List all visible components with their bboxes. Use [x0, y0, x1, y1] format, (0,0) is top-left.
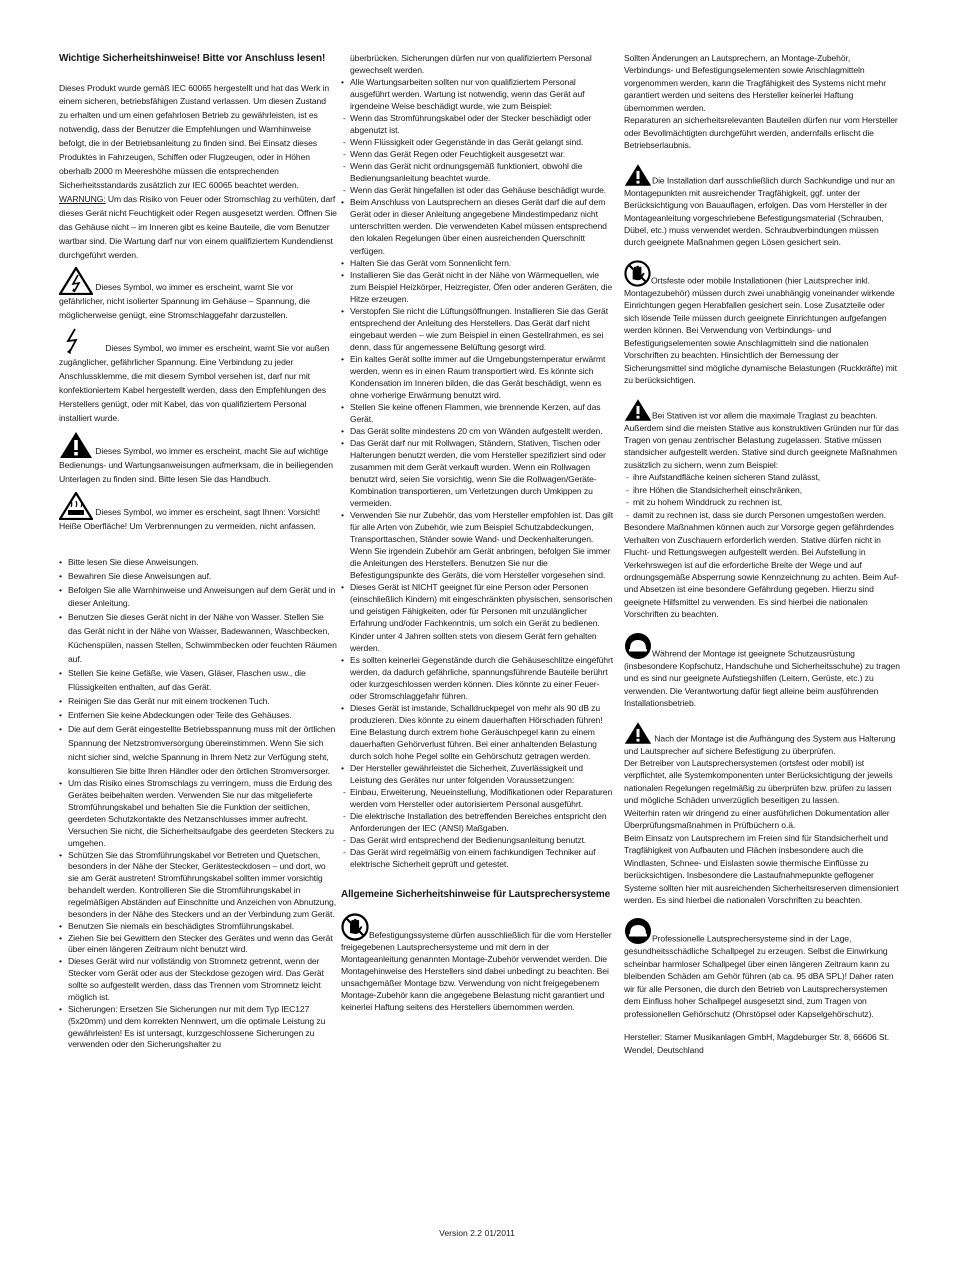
- paragraph-stands: [624, 398, 900, 472]
- manufacturer-info: Hersteller: Stamer Musikanlagen GmbH, Magdeburger Str. 8, 66606 St. Wendel, Deutschland: [624, 1032, 890, 1055]
- list-item: • Benutzen Sie dieses Gerät nicht in der Nähe von Wasser. Stellen Sie das Gerät nicht in der Nähe von Wasser, Badewannen, Waschbecken, Küchenspülen, nassen Stellen, Schwimmbecken oder feuchten Räumen auf.: [59, 611, 337, 667]
- paragraph-special-measures: Besondere Maßnahmen können auch zur Vorsorge gegen gefährdendes Verhalten von Zuschauern erforderlich werden. Stative dürfen nicht in Flucht- und Rettungswegen aufgestellt werden. Bei Aufstellung in Verkehrswegen ist auf die erforderliche Breite der Wege und auf ordnungsgemäße Absperrung sowie Kennzeichnung zu achten. Beim Auf- und Absetzen ist eine besondere Gefährdung gegeben. Hierzu sind geeignete Hilfsmittel zu verwenden. Es sind hierbei die nationalen Vorschriften zu beachten.: [624, 522, 899, 620]
- paragraph-installation: [624, 163, 900, 249]
- symbol-3-text: Dieses Symbol, wo immer es erscheint, macht Sie auf wichtige Bedienungs- und Wartungsanweisungen aufmerksam, die in beiliegenden Unterlagen zu finden sind. Bitte lesen Sie das Handbuch.: [59, 446, 333, 484]
- list-item: • Reinigen Sie das Gerät nur mit einem trockenen Tuch.: [59, 695, 337, 709]
- paragraph-after-mounting: [624, 721, 900, 757]
- exclamation-triangle-icon: [624, 398, 652, 422]
- stands-text: Bei Stativen ist vor allem die maximale Traglast zu beachten. Außerdem sind die meisten Stative aus konstruktiven Gründen nur für das Tragen von genau zentrischer Belastung zugelassen. Stative müssen standsicher aufgestellt werden. Stative sind durch geeignete Maßnahmen zusätzlich zu sichern, wenn zum Beispiel:: [624, 410, 899, 470]
- dash-item: - Das Gerät wird regelmäßig von einem fachkundigen Techniker auf elektrische Sicherheit geprüft und getestet.: [341, 846, 616, 870]
- list-item: • Entfernen Sie keine Abdeckungen oder Teile des Gehäuses.: [59, 709, 337, 723]
- paragraph-operator: Der Betreiber von Lautsprechersystemen (ortsfest oder mobil) ist verpflichtet, alle Systemkomponenten unter Berücksichtigung der jeweils nationalen Regelungen regelmäßig zu überprüfen bzw. prüfen zu lassen und mögliche Schäden unverzüglich beseitigen zu lassen.: [624, 758, 893, 806]
- lightning-triangle-icon: [59, 267, 93, 295]
- list-item: • Stellen Sie keine Gefäße, wie Vasen, Gläser, Flaschen usw., die Flüssigkeiten enthalten, auf das Gerät.: [59, 667, 337, 695]
- list-item: • Ziehen Sie bei Gewittern den Stecker des Gerätes und wenn das Gerät über einen längeren Zeitraum nicht benutzt wird.: [59, 933, 337, 957]
- dash-item: - ihre Höhen die Standsicherheit einschränken,: [624, 484, 900, 496]
- list-item: • Ein kaltes Gerät sollte immer auf die Umgebungstemperatur erwärmt werden, wenn es in einen Raum transportiert wird. Es könnte sich Kondensation im Inneren bilden, die das Gerät beschädigt, wenn es ohne vorherige Erwärmung benutzt wird.: [341, 353, 616, 401]
- list-item: • Benutzen Sie niemals ein beschädigtes Stromführungskabel.: [59, 921, 337, 933]
- dash-item: - Wenn das Gerät nicht ordnungsgemäß funktioniert, obwohl die Bedienungsanleitung beachtet wurde.: [341, 160, 616, 184]
- heading-speaker-systems: Allgemeine Sicherheitshinweise für Lautsprechersysteme: [341, 889, 611, 901]
- instruction-list-2: [59, 778, 337, 1051]
- safety-list: [341, 196, 616, 786]
- column-1: [59, 52, 337, 1051]
- symbol-1-text: Dieses Symbol, wo immer es erscheint, warnt Sie vor gefährlicher, nicht isolierter Spannung im Gehäuse – Spannung, die möglicherweise genügt, eine Stromschlaggefahr darzustellen.: [59, 282, 310, 321]
- helmet-icon: [624, 632, 652, 660]
- list-item: • Halten Sie das Gerät vom Sonnenlicht fern.: [341, 257, 616, 269]
- stands-dash-list: [624, 471, 900, 521]
- dash-item: - damit zu rechnen ist, dass sie durch Personen umgestoßen werden.: [624, 509, 900, 521]
- dash-item: - Wenn das Stromführungskabel oder der Stecker beschädigt oder abgenutzt ist.: [341, 112, 616, 136]
- continuation-text: überbrücken. Sicherungen dürfen nur von qualifiziertem Personal gewechselt werden.: [350, 53, 592, 76]
- list-item: • Befolgen Sie alle Warnhinweise und Anweisungen auf dem Gerät und in dieser Anleitung.: [59, 584, 337, 612]
- no-hand-icon: [624, 260, 651, 287]
- list-item: • Es sollten keinerlei Gegenstände durch die Gehäuseschlitze eingeführt werden, da dadurch gefährliche, spannungsführende Bauteile berührt oder kurzgeschlossen werden können. Dies könnte zu einer Feuer- oder Stromschlaggefahr führen.: [341, 654, 616, 702]
- paragraph-outdoor: Beim Einsatz von Lautsprechern im Freien sind für Standsicherheit und Tragfähigkeit von Aufbauten und Flächen insbesondere auch die Windlasten, Schnee- und Eislasten sowie thermische Einflüsse zu berücksichtigen. Insbesondere die Lastaufnahmepunkte geflogener Systeme sollten hier mit ausreichenden Sicherheitsreserven dimensioniert werden. Es sind hierbei die nationalen Vorschriften zu beachten.: [624, 832, 899, 906]
- heading-safety: Wichtige Sicherheitshinweise! Bitte vor Anschluss lesen!: [59, 53, 326, 64]
- intro-paragraph: Dieses Produkt wurde gemäß IEC 60065 hergestellt und hat das Werk in einem sicheren, betriebsfähigen Zustand verlassen. Um diesen Zustand zu erhalten und um einen gefahrlosen Betrieb zu gewährleisten, ist es notwendig, dass der Benutzer die Empfehlungen und Warnhinweise befolgt, die in der Betriebsanleitung zu finden sind. Bei Einsatz dieses Produktes in Fahrzeugen, Schiffen oder Flugzeugen, oder in Höhen oberhalb 2000 m Meereshöhe müssen die entsprechenden Sicherheitsstandards zusätzlich zur IEC 60065 beachtet werden.: [59, 82, 330, 190]
- list-item: • Verstopfen Sie nicht die Lüftungsöffnungen. Installieren Sie das Gerät entsprechend der Anleitung des Herstellers. Das Gerät darf nicht eingebaut werden – wie zum Beispiel in einen Gestellrahmen, es sei denn, dass für angemessene Belüftung gesorgt wird.: [341, 305, 616, 353]
- list-item: • Installieren Sie das Gerät nicht in der Nähe von Wärmequellen, wie zum Beispiel Heizkörper, Heizregister, Öfen oder anderen Geräten, die Hitze erzeugen.: [341, 269, 616, 305]
- helmet-icon: [624, 917, 652, 945]
- after-mounting-text: Nach der Montage ist die Aufhängung des System aus Halterung und Lautsprecher auf sichere Befestigung zu überprüfen.: [624, 733, 896, 756]
- paragraph-documentation: Weiterhin raten wir dringend zu einer ausführlichen Dokumentation aller Überprüfungsmaßnahmen in Prüfbüchern o.ä.: [624, 807, 890, 831]
- dash-item: - Wenn das Gerät hingefallen ist oder das Gehäuse beschädigt wurde.: [341, 184, 616, 196]
- list-item: • Die auf dem Gerät eingestellte Betriebsspannung muss mit der örtlichen Spannung der Netzstromversorgung übereinstimmen. Wenn Sie sich nicht sicher sind, welche Spannung in Ihrem Netz zur Verfügung steht, konsultieren Sie bitte Ihren Händler oder den örtlichen Stromversorger.: [59, 723, 337, 779]
- mounting-text: Befestigungssysteme dürfen ausschließlich für die vom Hersteller freigegebenen Lautsprechersysteme und mit dem in der Montageanleitung genannten Montage-Zubehör verwendet werden. Die Montagehinweise des Herstellers sind dabei unbedingt zu beachten. Bei unsachgemäßer Montage bzw. Verwendung von nicht freigegebenem Montage-Zubehör kann die angegebene Belastung nicht garantiert und keinerlei Haftung seitens des Herstellers übernommen werden.: [341, 929, 612, 1012]
- paragraph-fixed-installations: [624, 260, 900, 387]
- paragraph-repairs: Reparaturen an sicherheitsrelevanten Bauteilen dürfen nur vom Hersteller oder Bevollmächtigten durchgeführt werden, andernfalls erlischt die Betriebserlaubnis.: [624, 115, 898, 151]
- mounting-paragraph: [341, 913, 616, 1013]
- dash-item: - Die elektrische Installation des betreffenden Bereiches entspricht den Anforderungen der IEC (ANSI) Maßgaben.: [341, 810, 616, 834]
- dash-item: - Das Gerät wird entsprechend der Bedienungsanleitung benutzt.: [341, 834, 616, 846]
- list-item: • Bitte lesen Sie diese Anweisungen.: [59, 556, 337, 570]
- warning-text: Um das Risiko von Feuer oder Stromschlag zu verhüten, darf dieses Gerät nicht Feuchtigkeit oder Regen ausgesetzt werden. Öffnen Sie das Gehäuse nicht – im Inneren gibt es keine Bauteile, die vom Benutzer wartbar sind. Die Wartung darf nur von einem qualifiziertem Kundendienst durchgeführt werden.: [59, 193, 337, 260]
- list-item: • Das Gerät darf nur mit Rollwagen, Ständern, Stativen, Tischen oder Halterungen benutzt werden, die vom Hersteller spezifiziert sind oder zusammen mit dem Gerät verkauft wurden. Wenn ein Rollwagen benutzt wird, seien Sie vorsichtig, wenn Sie die Rollwagen/Geräte-Kombination transportieren, um Verletzungen durch Umkippen zu vermeiden.: [341, 437, 616, 509]
- sound-levels-text: Professionelle Lautsprechersysteme sind in der Lage, gesundheitsschädliche Schallpegel zu erzeugen. Selbst die Einwirkung scheinbar harmloser Schallpegel über einen längeren Zeitraum kann zu bleibenden Schäden am Gehör führen (ab ca. 95 dBA SPL)! Daher raten wir für alle Personen, die durch den Betrieb von Lautsprechersystemen dem Einfluss hoher Schallpegel ausgesetzt sind, zum Tragen von professionellen Gehörschutz (Ohrstöpsel oder Kapselgehörschutz).: [624, 934, 894, 1019]
- list-item: • Verwenden Sie nur Zubehör, das vom Hersteller empfohlen ist. Das gilt für alle Arten von Zubehör, wie zum Beispiel Schutzabdeckungen, Transporttaschen, Ständer sowie Wand- und Deckenhalterungen. Wenn Sie irgendein Zubehör am Gerät anbringen, befolgen Sie immer die Anleitungen des Herstellers. Benutzen Sie nur die Befestigungspunkte des Geräts, die vom Hersteller vorgesehen sind.: [341, 509, 616, 581]
- installation-text: Die Installation darf ausschließlich durch Sachkundige und nur an Montagepunkten mit ausreichender Tragfähigkeit, ggf. unter der Berücksichtigung von Bauauflagen, erfolgen. Das vom Hersteller in der Montageanleitung vorgeschriebene Befestigungsmaterial (Schrauben, Dübel, etc.) muss verwendet werden. Schraubverbindungen müssen durch geeignete Maßnahmen gegen Lösen gesichert sein.: [624, 175, 895, 248]
- column-3: [624, 52, 900, 1056]
- exclamation-triangle-icon: [59, 431, 93, 459]
- list-item: • Sicherungen: Ersetzen Sie Sicherungen nur mit dem Typ IEC127 (5x20mm) und dem korrekten Nennwert, um die optimale Leistung zu gewährleisten! Es ist untersagt, kurzgeschlossene Sicherungen zu verwenden oder den Sicherungshalter zu: [59, 1004, 337, 1051]
- protective-equipment-text: Während der Montage ist geeignete Schutzausrüstung (insbesondere Kopfschutz, Handschuhe und Sicherheitsschuhe) zu tragen und es sind nur geeignete Aufstiegshilfen (Leitern, Gerüste, etc.) zu verwenden. Die Verantwortung dafür liegt alleine beim ausführenden Installationsbetrieb.: [624, 648, 900, 709]
- dash-item: - mit zu hohem Winddruck zu rechnen ist,: [624, 496, 900, 508]
- symbol-3-paragraph: [59, 431, 337, 487]
- lightning-bolt-icon: [65, 328, 79, 356]
- list-item: • Bewahren Sie diese Anweisungen auf.: [59, 570, 337, 584]
- list-item: • Stellen Sie keine offenen Flammen, wie brennende Kerzen, auf das Gerät.: [341, 401, 616, 425]
- list-item: • Um das Risiko eines Stromschlags zu verringern, muss die Erdung des Gerätes beibehalten werden. Verwenden Sie nur das mitgelieferte Stromführungskabel und behalten Sie die Funktion der seitlichen, geerdeten Schutzkontakte des Netzanschlusses immer aufrecht. Versuchen Sie nicht, die Sicherheitsaufgabe des geerdeten Steckers zu umgehen.: [59, 778, 337, 849]
- conditions-dash-list: [341, 786, 616, 870]
- symbol-4-paragraph: [59, 492, 337, 534]
- exclamation-triangle-icon: [624, 721, 652, 745]
- paragraph-changes: Sollten Änderungen an Lautsprechern, an Montage-Zubehör, Verbindungs- und Befestigungselementen sowie Anschlagmitteln vorgenommen werden, kann die Tragfähigkeit des Systems nicht mehr garantiert werden und seitens des Hersteller keinerlei Haftung übernommen werden.: [624, 53, 886, 113]
- list-item: • Beim Anschluss von Lautsprechern an dieses Gerät darf die auf dem Gerät oder in dieser Anleitung angegebene Mindestimpedanz nicht unterschritten werden. Die verwendeten Kabel müssen entsprechend den lokalen Regelungen über einen ausreichenden Querschnitt verfügen.: [341, 196, 616, 256]
- paragraph-sound-levels: [624, 917, 900, 1020]
- exclamation-triangle-icon: [624, 163, 652, 187]
- list-item: • Dieses Gerät ist NICHT geeignet für eine Person oder Personen (einschließlich Kindern) mit eingeschränkten physischen, sensorischen und geistigen Fähigkeiten, oder für Personen mit unzulänglicher Erfahrung und/oder Fachkenntnis, um solch ein Gerät zu bedienen. Kinder unter 4 Jahren sollten stets von diesem Gerät fern gehalten werden.: [341, 581, 616, 653]
- warning-paragraph: [59, 193, 337, 263]
- dash-item: - Wenn Flüssigkeit oder Gegenstände in das Gerät gelangt sind.: [341, 136, 616, 148]
- instruction-list: [59, 556, 337, 779]
- symbol-4-text: Dieses Symbol, wo immer es erscheint, sagt Ihnen: Vorsicht! Heiße Oberfläche! Um Verbrennungen zu vermeiden, nicht anfassen.: [59, 506, 321, 531]
- fixed-installations-text: Ortsfeste oder mobile Installationen (hier Lautsprecher inkl. Montagezubehör) müssen durch zwei unabhängig voneinander wirkende Einrichtungen gegen Herabfallen gesichert sein. Lose Zusatzteile oder sich lösende Teile müssen durch geeignete Einrichtungen aufgefangen werden können. Bei Verwendung von Verbindungs- und Befestigungselementen sowie Anschlagmitteln sind die nationalen Vorschriften zu beachten. Hinsichtlich der Bemessung der Sicherungsmittel sind mögliche dynamische Belastungen (Ruckkräfte) mit zu berücksichtigen.: [624, 275, 897, 386]
- dash-item: - Einbau, Erweiterung, Neueinstellung, Modifikationen oder Reparaturen werden vom Hersteller oder autorisiertem Personal ausgeführt.: [341, 786, 616, 810]
- symbol-2-text: Dieses Symbol, wo immer es erscheint, warnt Sie vor außen zugänglicher, gefährlicher Spannung. Eine Verbindung zu jeder Anschlussklemme, die mit diesem Symbol versehen ist, darf nur mit konfektioniertem Kabel hergestellt werden, dass den Empfehlungen des Herstellers genügt, oder mit Kabel, das von qualifiziertem Personal installiert wurde.: [59, 343, 330, 424]
- warning-label: WARNUNG:: [59, 193, 106, 204]
- version-footer: Version 2.2 01/2011: [439, 1228, 515, 1238]
- symbol-1-paragraph: [59, 267, 337, 323]
- list-item: • Das Gerät sollte mindestens 20 cm von Wänden aufgestellt werden.: [341, 425, 616, 437]
- column-2: [341, 52, 616, 1013]
- list-item: • Dieses Gerät ist imstande, Schalldruckpegel von mehr als 90 dB zu produzieren. Dies könnte zu einem dauerhaften Hörschaden führen! Eine Belastung durch extrem hohe Geräuschpegel kann zu einem dauerhaften Gehörverlust führen. Bei einer anhaltenden Belastung durch solch hohe Pegel sollte ein Gehörschutz getragen werden.: [341, 702, 616, 762]
- dash-item: - ihre Aufstandfläche keinen sicheren Stand zulässt,: [624, 471, 900, 483]
- list-item: • Dieses Gerät wird nur vollständig von Stromnetz getrennt, wenn der Stecker vom Gerät oder aus der Steckdose gezogen wird. Das Gerät sollte so aufgestellt werden, dass das Trennen vom Stromnetz leicht möglich ist.: [59, 956, 337, 1003]
- symbol-2-paragraph: [59, 328, 337, 426]
- dash-item: - Wenn das Gerät Regen oder Feuchtigkeit ausgesetzt war.: [341, 148, 616, 160]
- no-hand-icon: [341, 913, 369, 941]
- damage-dash-list: [341, 112, 616, 196]
- hot-surface-icon: [59, 492, 93, 520]
- maintenance-list: [341, 76, 616, 112]
- list-item: • Alle Wartungsarbeiten sollten nur von qualifiziertem Personal ausgeführt werden. Wartung ist notwendig, wenn das Gerät auf irgendeine Weise beschädigt wurde, wie zum Beispiel:: [341, 76, 616, 112]
- paragraph-protective-equipment: [624, 632, 900, 710]
- list-item: • Der Hersteller gewährleistet die Sicherheit, Zuverlässigkeit und Leistung des Gerätes nur unter folgenden Voraussetzungen:: [341, 762, 616, 786]
- list-item: • Schützen Sie das Stromführungskabel vor Betreten und Quetschen, besonders in der Nähe der Stecker, Gerätesteckdosen – und dort, wo sie am Gerät austreten! Stromführungskabel sollten immer vorsichtig behandelt werden. Kontrollieren Sie die Stromführungskabel in regelmäßigen Abständen auf Einschnitte und Anzeichen von Abnutzung, besonders in der Nähe des Steckers und an der Verbindung zum Gerät.: [59, 850, 337, 921]
